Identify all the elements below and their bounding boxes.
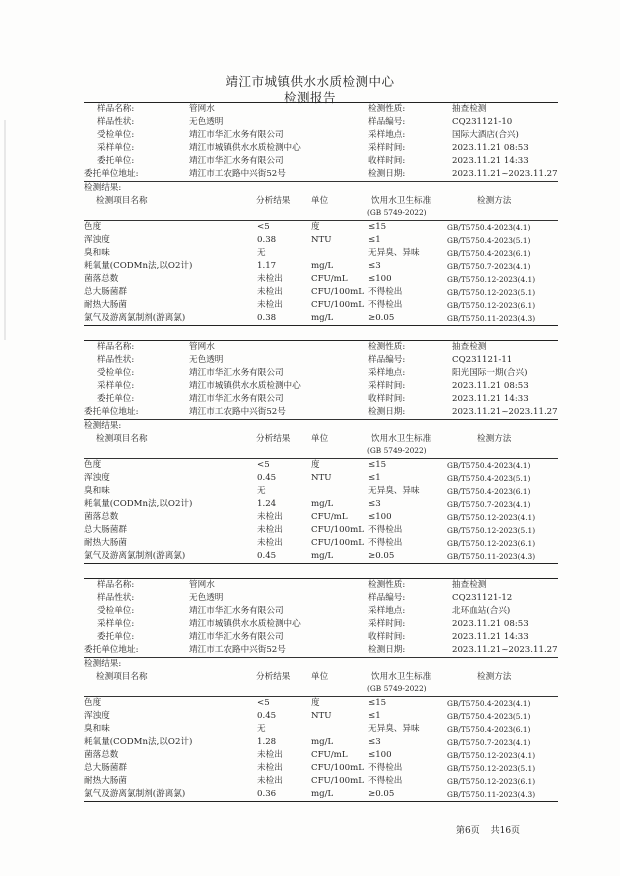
item-standard: 无异臭、异味	[368, 248, 420, 258]
page-total: 共16页	[490, 826, 521, 836]
item-result: 0.45	[257, 711, 277, 721]
field-label-sampling_time: 采样时间:	[368, 381, 406, 391]
field-label-receive_time: 收样时间:	[368, 156, 406, 166]
field-label-client_addr: 委托单位地址:	[84, 169, 139, 179]
item-result: 未检出	[257, 512, 283, 522]
field-label-client: 委托单位:	[97, 394, 135, 404]
field-label-client: 委托单位:	[97, 156, 135, 166]
item-result: 1.24	[257, 499, 277, 509]
item-result: 未检出	[257, 287, 283, 297]
item-standard: ≥0.05	[368, 789, 395, 799]
field-label-sample_prop: 样品性状:	[97, 355, 135, 365]
item-standard: ≤100	[368, 512, 392, 522]
item-name: 浑浊度	[84, 473, 110, 483]
table-row	[0, 234, 620, 247]
table-row	[0, 498, 620, 511]
item-standard: ≤100	[368, 750, 392, 760]
field-value-sample_name: 管网水	[189, 104, 215, 114]
col-header-method: 检测方法	[477, 434, 512, 444]
col-header-result: 分析结果	[256, 672, 291, 682]
section-bottom-rule	[84, 563, 558, 564]
item-name: 浑浊度	[84, 235, 110, 245]
item-name: 臭和味	[84, 486, 110, 496]
table-row	[0, 537, 620, 550]
item-name: 耐热大肠菌	[84, 538, 127, 548]
item-unit: mg/L	[311, 737, 334, 747]
col-header-standard-code: (GB 5749-2022)	[367, 684, 427, 693]
item-method: GB/T5750.12-2023(4.1)	[447, 513, 536, 522]
field-value-sampling_time: 2023.11.21 08:53	[452, 381, 529, 391]
item-method: GB/T5750.12-2023(5.1)	[447, 764, 536, 773]
item-method: GB/T5750.11-2023(4.3)	[447, 314, 536, 323]
field-value-client: 靖江市华汇水务有限公司	[189, 394, 284, 404]
item-result: 未检出	[257, 763, 283, 773]
item-method: GB/T5750.4-2023(6.1)	[447, 487, 531, 496]
item-result: <5	[257, 698, 270, 708]
item-standard: ≥0.05	[368, 551, 395, 561]
col-header-unit: 单位	[311, 672, 329, 682]
item-unit: 度	[311, 222, 320, 232]
info-row	[0, 129, 620, 142]
field-label-client: 委托单位:	[97, 632, 135, 642]
item-result: 未检出	[257, 525, 283, 535]
item-unit: NTU	[311, 235, 332, 245]
field-value-sampling_time: 2023.11.21 08:53	[452, 619, 529, 629]
table-row	[0, 697, 620, 710]
table-row	[0, 221, 620, 234]
item-unit: CFU/100mL	[311, 300, 364, 310]
section-header-rule	[84, 181, 558, 182]
field-label-sampler: 采样单位:	[97, 143, 135, 153]
info-row	[0, 380, 620, 393]
field-label-sample_no: 样品编号:	[368, 117, 406, 127]
item-name: 耐热大肠菌	[84, 300, 127, 310]
field-label-receive_time: 收样时间:	[368, 632, 406, 642]
info-row	[0, 155, 620, 168]
item-standard: ≤3	[368, 499, 381, 509]
item-unit: mg/L	[311, 313, 334, 323]
field-label-sample_name: 样品名称:	[97, 580, 135, 590]
item-standard: 不得检出	[368, 776, 403, 786]
section-header-rule	[84, 419, 558, 420]
table-row	[0, 459, 620, 472]
page-footer	[456, 823, 528, 836]
item-standard: 不得检出	[368, 300, 403, 310]
item-method: GB/T5750.12-2023(5.1)	[447, 526, 536, 535]
item-name: 色度	[84, 698, 102, 708]
item-method: GB/T5750.4-2023(4.1)	[447, 699, 531, 708]
info-row	[0, 367, 620, 380]
col-header-unit: 单位	[311, 434, 329, 444]
field-value-sampler: 靖江市城镇供水水质检测中心	[189, 381, 301, 391]
field-label-receive_time: 收样时间:	[368, 394, 406, 404]
item-standard: ≤3	[368, 737, 381, 747]
item-standard: ≤1	[368, 473, 381, 483]
item-standard: 不得检出	[368, 287, 403, 297]
item-unit: CFU/100mL	[311, 763, 364, 773]
field-label-sample_prop: 样品性状:	[97, 593, 135, 603]
item-standard: ≤15	[368, 222, 387, 232]
item-name: 氯气及游离氯制剂(游离氯)	[84, 789, 186, 799]
item-unit: 度	[311, 460, 320, 470]
field-value-entrusted: 靖江市华汇水务有限公司	[189, 368, 284, 378]
table-row	[0, 775, 620, 788]
results-label: 检测结果:	[84, 659, 122, 669]
table-row	[0, 299, 620, 312]
field-label-sampling_place: 采样地点:	[368, 606, 406, 616]
field-value-sampler: 靖江市城镇供水水质检测中心	[189, 619, 301, 629]
item-method: GB/T5750.11-2023(4.3)	[447, 552, 536, 561]
table-row	[0, 788, 620, 801]
item-name: 耐热大肠菌	[84, 776, 127, 786]
item-method: GB/T5750.7-2023(4.1)	[447, 738, 531, 747]
field-value-sample_no: CQ231121-11	[452, 355, 513, 365]
item-method: GB/T5750.12-2023(5.1)	[447, 288, 536, 297]
item-result: 未检出	[257, 776, 283, 786]
col-header-item: 检测项目名称	[96, 672, 148, 682]
col-header-standard-code: (GB 5749-2022)	[367, 208, 427, 217]
item-unit: mg/L	[311, 261, 334, 271]
field-label-test_type: 检测性质:	[368, 342, 406, 352]
table-row	[0, 485, 620, 498]
item-result: <5	[257, 460, 270, 470]
item-name: 菌落总数	[84, 274, 119, 284]
report-org-title: 靖江市城镇供水水质检测中心	[225, 74, 395, 89]
item-method: GB/T5750.12-2023(6.1)	[447, 301, 536, 310]
section-header-rule	[84, 657, 558, 658]
table-row	[0, 511, 620, 524]
field-label-test_type: 检测性质:	[368, 580, 406, 590]
item-unit: mg/L	[311, 789, 334, 799]
section-bottom-rule	[84, 801, 558, 802]
field-label-client_addr: 委托单位地址:	[84, 645, 139, 655]
item-result: 0.38	[257, 235, 277, 245]
item-unit: NTU	[311, 711, 332, 721]
item-method: GB/T5750.4-2023(5.1)	[447, 474, 531, 483]
field-value-sample_prop: 无色透明	[189, 117, 224, 127]
field-value-test_type: 抽查检测	[452, 580, 487, 590]
item-result: 0.45	[257, 551, 277, 561]
item-method: GB/T5750.11-2023(4.3)	[447, 790, 536, 799]
item-method: GB/T5750.7-2023(4.1)	[447, 262, 531, 271]
col-header-result: 分析结果	[256, 434, 291, 444]
item-name: 色度	[84, 222, 102, 232]
field-value-entrusted: 靖江市华汇水务有限公司	[189, 606, 284, 616]
field-value-test_date: 2023.11.21~2023.11.27	[452, 407, 558, 417]
info-row	[0, 605, 620, 618]
table-row	[0, 273, 620, 286]
info-row	[0, 142, 620, 155]
item-unit: 度	[311, 698, 320, 708]
field-label-sampling_place: 采样地点:	[368, 368, 406, 378]
item-method: GB/T5750.4-2023(5.1)	[447, 712, 531, 721]
col-header-item: 检测项目名称	[96, 434, 148, 444]
col-header-standard: 饮用水卫生标准	[371, 434, 432, 444]
item-result: <5	[257, 222, 270, 232]
item-method: GB/T5750.4-2023(4.1)	[447, 223, 531, 232]
table-row	[0, 749, 620, 762]
item-name: 菌落总数	[84, 750, 119, 760]
item-unit: CFU/100mL	[311, 776, 364, 786]
field-label-test_date: 检测日期:	[368, 645, 406, 655]
item-name: 臭和味	[84, 724, 110, 734]
item-unit: NTU	[311, 473, 332, 483]
field-value-sample_name: 管网水	[189, 342, 215, 352]
item-unit: CFU/mL	[311, 750, 348, 760]
item-standard: ≤1	[368, 235, 381, 245]
field-value-sampler: 靖江市城镇供水水质检测中心	[189, 143, 301, 153]
item-standard: ≤15	[368, 698, 387, 708]
item-standard: ≤15	[368, 460, 387, 470]
field-value-sample_name: 管网水	[189, 580, 215, 590]
item-result: 0.36	[257, 789, 277, 799]
item-standard: 不得检出	[368, 525, 403, 535]
info-row	[0, 341, 620, 354]
item-result: 1.17	[257, 261, 277, 271]
item-name: 耗氧量(CODMn法,以O2计)	[84, 261, 193, 271]
item-unit: CFU/100mL	[311, 287, 364, 297]
field-value-test_date: 2023.11.21~2023.11.27	[452, 645, 558, 655]
report-subtitle: 检测报告	[283, 90, 336, 105]
item-name: 耗氧量(CODMn法,以O2计)	[84, 499, 193, 509]
item-standard: ≤100	[368, 274, 392, 284]
field-value-receive_time: 2023.11.21 14:33	[452, 394, 529, 404]
field-label-sampling_time: 采样时间:	[368, 143, 406, 153]
info-row	[0, 618, 620, 631]
item-standard: ≥0.05	[368, 313, 395, 323]
item-result: 未检出	[257, 750, 283, 760]
results-label: 检测结果:	[84, 183, 122, 193]
field-label-sample_name: 样品名称:	[97, 342, 135, 352]
col-header-item: 检测项目名称	[96, 196, 148, 206]
item-standard: 无异臭、异味	[368, 724, 420, 734]
field-label-entrusted: 受检单位:	[97, 130, 135, 140]
info-row	[0, 579, 620, 592]
info-row	[0, 393, 620, 406]
item-name: 色度	[84, 460, 102, 470]
field-value-test_type: 抽查检测	[452, 342, 487, 352]
item-method: GB/T5750.4-2023(6.1)	[447, 249, 531, 258]
table-row	[0, 472, 620, 485]
field-value-client_addr: 靖江市工农路中兴街52号	[189, 645, 286, 655]
field-value-sample_no: CQ231121-12	[452, 593, 513, 603]
field-value-client_addr: 靖江市工农路中兴街52号	[189, 407, 286, 417]
col-header-standard: 饮用水卫生标准	[371, 672, 432, 682]
field-label-sampling_place: 采样地点:	[368, 130, 406, 140]
item-result: 无	[257, 724, 266, 734]
col-header-standard-code: (GB 5749-2022)	[367, 446, 427, 455]
col-header-unit: 单位	[311, 196, 329, 206]
item-method: GB/T5750.12-2023(4.1)	[447, 751, 536, 760]
item-name: 总大肠菌群	[84, 763, 127, 773]
col-header-method: 检测方法	[477, 196, 512, 206]
table-row	[0, 710, 620, 723]
field-value-client: 靖江市华汇水务有限公司	[189, 632, 284, 642]
field-value-sampling_place: 阳光国际一期(合兴)	[452, 368, 528, 378]
item-result: 1.28	[257, 737, 277, 747]
field-label-sample_name: 样品名称:	[97, 104, 135, 114]
item-name: 菌落总数	[84, 512, 119, 522]
item-unit: CFU/mL	[311, 512, 348, 522]
item-name: 氯气及游离氯制剂(游离氯)	[84, 551, 186, 561]
item-result: 0.38	[257, 313, 277, 323]
field-value-sampling_time: 2023.11.21 08:53	[452, 143, 529, 153]
field-value-receive_time: 2023.11.21 14:33	[452, 156, 529, 166]
item-standard: 不得检出	[368, 763, 403, 773]
field-value-client_addr: 靖江市工农路中兴街52号	[189, 169, 286, 179]
field-label-sample_no: 样品编号:	[368, 593, 406, 603]
field-value-test_date: 2023.11.21~2023.11.27	[452, 169, 558, 179]
item-result: 0.45	[257, 473, 277, 483]
field-value-receive_time: 2023.11.21 14:33	[452, 632, 529, 642]
field-label-test_type: 检测性质:	[368, 104, 406, 114]
field-label-sampler: 采样单位:	[97, 619, 135, 629]
item-unit: mg/L	[311, 499, 334, 509]
table-row	[0, 762, 620, 775]
item-method: GB/T5750.4-2023(4.1)	[447, 461, 531, 470]
item-method: GB/T5750.12-2023(6.1)	[447, 539, 536, 548]
table-row	[0, 723, 620, 736]
item-name: 总大肠菌群	[84, 525, 127, 535]
field-value-entrusted: 靖江市华汇水务有限公司	[189, 130, 284, 140]
field-label-test_date: 检测日期:	[368, 169, 406, 179]
table-row	[0, 550, 620, 563]
item-result: 无	[257, 248, 266, 258]
field-value-sampling_place: 国际大酒店(合兴)	[452, 130, 519, 140]
item-method: GB/T5750.4-2023(6.1)	[447, 725, 531, 734]
field-label-sampling_time: 采样时间:	[368, 619, 406, 629]
table-row	[0, 312, 620, 325]
field-value-client: 靖江市华汇水务有限公司	[189, 156, 284, 166]
field-label-test_date: 检测日期:	[368, 407, 406, 417]
item-unit: CFU/mL	[311, 274, 348, 284]
info-row	[0, 116, 620, 129]
table-row	[0, 260, 620, 273]
item-name: 总大肠菌群	[84, 287, 127, 297]
item-result: 无	[257, 486, 266, 496]
field-value-sample_prop: 无色透明	[189, 355, 224, 365]
col-header-standard: 饮用水卫生标准	[371, 196, 432, 206]
info-row	[0, 644, 620, 657]
item-standard: ≤3	[368, 261, 381, 271]
page-number: 第6页	[456, 826, 480, 836]
item-method: GB/T5750.7-2023(4.1)	[447, 500, 531, 509]
item-method: GB/T5750.12-2023(6.1)	[447, 777, 536, 786]
field-value-sample_no: CQ231121-10	[452, 117, 513, 127]
results-label: 检测结果:	[84, 421, 122, 431]
col-header-result: 分析结果	[256, 196, 291, 206]
item-standard: ≤1	[368, 711, 381, 721]
item-name: 耗氧量(CODMn法,以O2计)	[84, 737, 193, 747]
item-name: 氯气及游离氯制剂(游离氯)	[84, 313, 186, 323]
info-row	[0, 103, 620, 116]
item-standard: 无异臭、异味	[368, 486, 420, 496]
section-bottom-rule	[84, 325, 558, 326]
item-result: 未检出	[257, 274, 283, 284]
item-unit: CFU/100mL	[311, 538, 364, 548]
field-label-sample_no: 样品编号:	[368, 355, 406, 365]
item-result: 未检出	[257, 538, 283, 548]
item-standard: 不得检出	[368, 538, 403, 548]
item-name: 臭和味	[84, 248, 110, 258]
col-header-method: 检测方法	[477, 672, 512, 682]
item-method: GB/T5750.12-2023(4.1)	[447, 275, 536, 284]
item-name: 浑浊度	[84, 711, 110, 721]
field-label-client_addr: 委托单位地址:	[84, 407, 139, 417]
table-row	[0, 524, 620, 537]
table-row	[0, 247, 620, 260]
field-label-sampler: 采样单位:	[97, 381, 135, 391]
field-value-sampling_place: 北环血站(合兴)	[452, 606, 511, 616]
field-label-entrusted: 受检单位:	[97, 368, 135, 378]
table-row	[0, 286, 620, 299]
info-row	[0, 406, 620, 419]
table-row	[0, 736, 620, 749]
info-row	[0, 168, 620, 181]
item-result: 未检出	[257, 300, 283, 310]
item-method: GB/T5750.4-2023(5.1)	[447, 236, 531, 245]
info-row	[0, 592, 620, 605]
info-row	[0, 631, 620, 644]
field-label-sample_prop: 样品性状:	[97, 117, 135, 127]
field-value-test_type: 抽查检测	[452, 104, 487, 114]
field-value-sample_prop: 无色透明	[189, 593, 224, 603]
field-label-entrusted: 受检单位:	[97, 606, 135, 616]
item-unit: mg/L	[311, 551, 334, 561]
item-unit: CFU/100mL	[311, 525, 364, 535]
info-row	[0, 354, 620, 367]
